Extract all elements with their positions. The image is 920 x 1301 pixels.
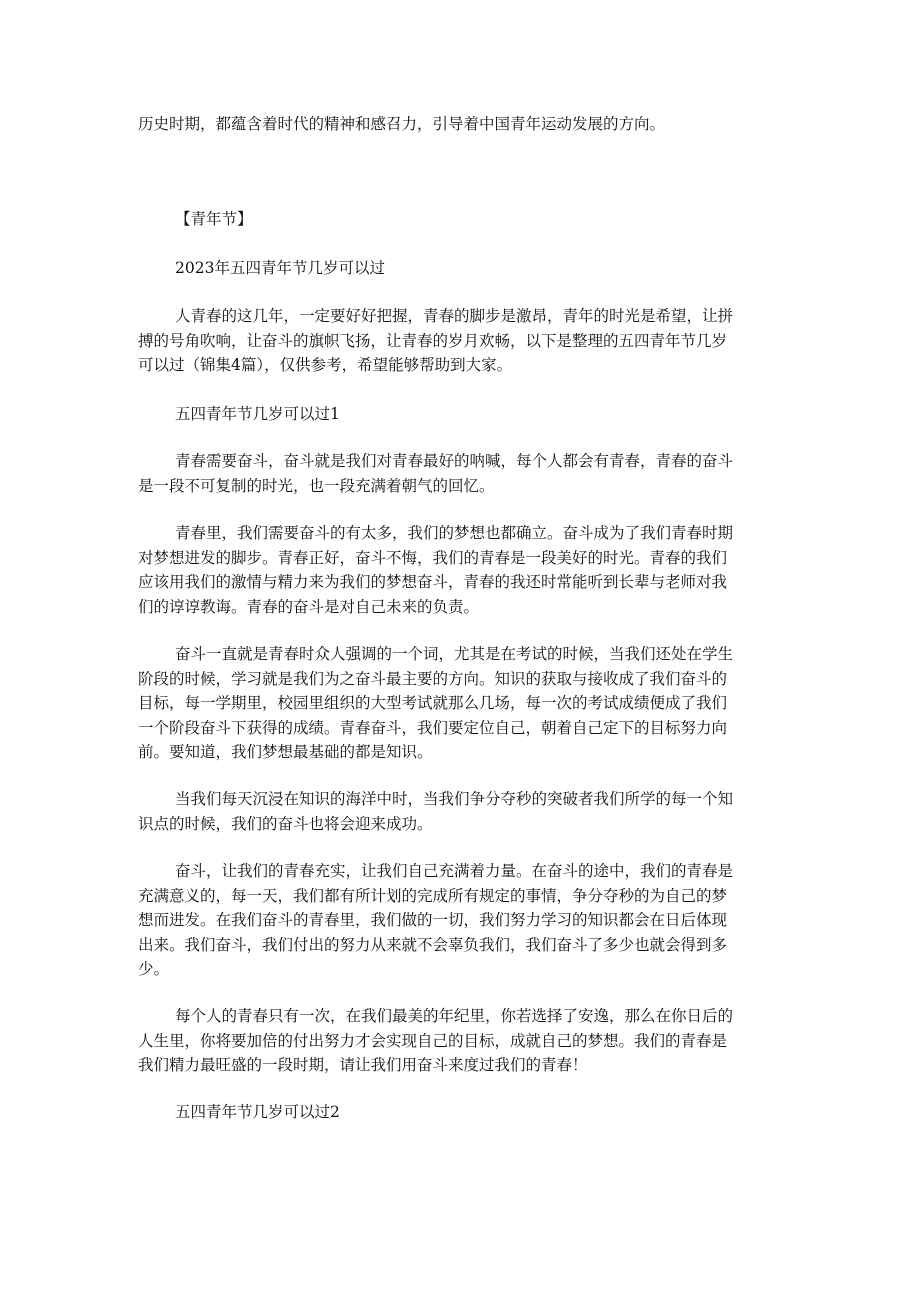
paragraph-line: 识点的时候，我们的奋斗也将会迎来成功。 (138, 814, 433, 833)
paragraph-line: 一个阶段奋斗下获得的成绩。青春奋斗，我们要定位自己，朝着自己定下的目标努力向 (138, 718, 728, 737)
paragraph-line: 是一段不可复制的时光，也一段充满着朝气的回忆。 (138, 476, 495, 495)
body-paragraph (138, 1004, 798, 1078)
paragraph-line: 应该用我们的激情与精力来为我们的梦想奋斗，青春的我还时常能听到长辈与老师对我 (138, 573, 728, 591)
category-tag: 【青年节】 (175, 210, 253, 228)
paragraph-line: 对梦想进发的脚步。青春正好，奋斗不悔，我们的青春是一段美好的时光。青春的我们 (138, 548, 728, 567)
paragraph-line: 阶段的时候，学习就是我们为之奋斗最主要的方向。知识的获取与接收成了我们奋斗的 (138, 669, 728, 688)
paragraph-line: 们的谆谆教诲。青春的奋斗是对自己未来的负责。 (138, 597, 480, 616)
body-paragraph (138, 521, 798, 619)
paragraph-line: 充满意义的，每一天，我们都有所计划的完成所有规定的事情，争分夺秒的为自己的梦 (138, 886, 728, 905)
body-paragraph (138, 642, 798, 765)
paragraph-line: 奋斗，让我们的青春充实，让我们自己充满着力量。在奋斗的途中，我们的青春是 (175, 862, 734, 880)
paragraph-line: 目标，每一学期里，校园里组织的大型考试就那么几场，每一次的考试成绩便成了我们 (138, 694, 728, 712)
intro-line: 可以过（锦集4篇），仅供参考，希望能够帮助到大家。 (138, 356, 513, 374)
paragraph-line: 青春需要奋斗，奋斗就是我们对青春最好的呐喊，每个人都会有青春，青春的奋斗 (175, 452, 734, 470)
section-heading-1: 五四青年节几岁可以过1 (175, 405, 340, 423)
paragraph-line: 想而进发。在我们奋斗的青春里，我们做的一切，我们努力学习的知识都会在日后体现 (138, 911, 728, 929)
paragraph-line: 前。要知道，我们梦想最基础的都是知识。 (138, 743, 433, 761)
paragraph-line: 少。 (138, 960, 170, 978)
body-paragraph (138, 859, 798, 982)
paragraph-line: 我们精力最旺盛的一段时期，请让我们用奋斗来度过我们的青春！ (138, 1056, 588, 1074)
paragraph-line: 人生里，你将要加倍的付出努力才会实现自己的目标，成就自己的梦想。我们的青春是 (138, 1031, 728, 1050)
intro-paragraph (138, 304, 798, 378)
paragraph-line: 每个人的青春只有一次，在我们最美的年纪里，你若选择了安逸，那么在你日后的 (175, 1007, 734, 1025)
intro-line: 搏的号角吹响，让奋斗的旗帜飞扬，让青春的岁月欢畅，以下是整理的五四青年节几岁 (138, 331, 728, 350)
paragraph-line: 当我们每天沉浸在知识的海洋中时，当我们争分夺秒的突破者我们所学的每一个知 (175, 790, 734, 808)
continuation-text: 历史时期，都蕴含着时代的精神和感召力，引导着中国青年运动发展的方向。 (138, 115, 666, 133)
intro-line: 人青春的这几年，一定要好好把握，青春的脚步是激昂，青年的时光是希望，让拼 (175, 307, 734, 325)
paragraph-line: 青春里，我们需要奋斗的有太多，我们的梦想也都确立。奋斗成为了我们青春时期 (175, 524, 734, 542)
article-title: 2023年五四青年节几岁可以过 (175, 259, 385, 277)
body-paragraph (138, 449, 798, 498)
paragraph-line: 出来。我们奋斗，我们付出的努力从来就不会辜负我们，我们奋斗了多少也就会得到多 (138, 935, 728, 954)
paragraph-line: 奋斗一直就是青春时众人强调的一个词，尤其是在考试的时候，当我们还处在学生 (175, 645, 734, 663)
body-paragraph (138, 787, 798, 836)
section-heading-2: 五四青年节几岁可以过2 (175, 1103, 340, 1121)
